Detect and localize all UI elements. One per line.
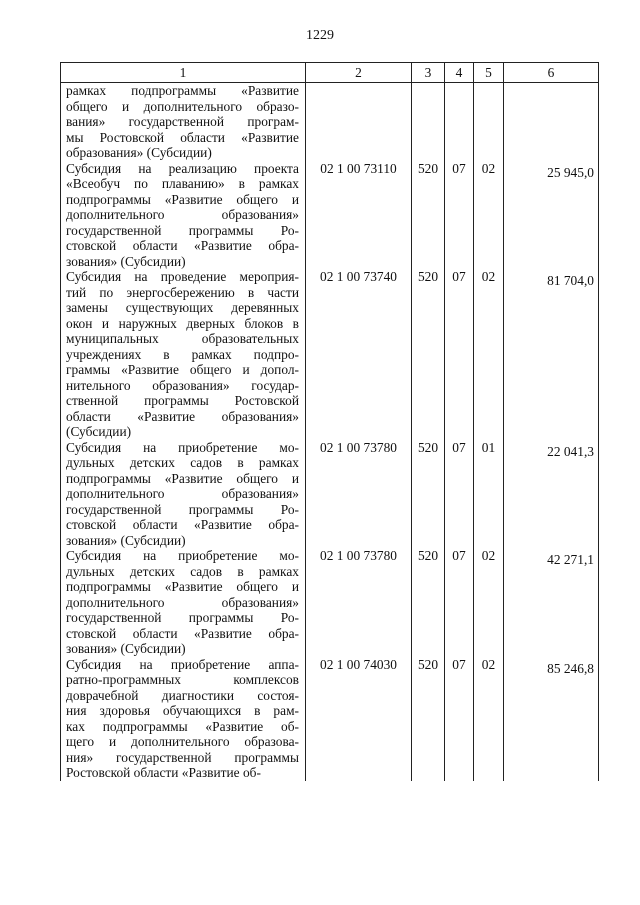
description-line: (Субсидии) (66, 424, 132, 439)
row-description (61, 657, 306, 781)
section-code: 07 (445, 440, 474, 549)
description-line: ственной программы Ростовской (66, 393, 299, 408)
subsection-code: 02 (474, 161, 504, 270)
description-line: муниципальных образовательных (66, 331, 299, 346)
expense-type: 520 (412, 269, 445, 440)
description-line: Субсидия на проведение мероприя- (66, 269, 299, 284)
amount: 25 945,0 (504, 161, 599, 270)
description-line: «Всеобуч по плаванию» в рамках (66, 176, 299, 191)
target-code: 02 1 00 74030 (306, 657, 412, 781)
description-line: Субсидия на приобретение мо- (66, 439, 299, 455)
description-line: ния здоровья обучающихся в рам- (66, 703, 299, 718)
description-line: зования» (Субсидии) (66, 532, 186, 548)
page-number: 1229 (306, 28, 334, 43)
description-line: дополнительного образования» (66, 207, 299, 222)
row-description (61, 440, 306, 549)
description-line: стовской области «Развитие обра- (66, 238, 299, 253)
description-line: мы Ростовской области «Развитие (66, 129, 299, 145)
row-description (61, 83, 306, 161)
table-row (61, 269, 599, 440)
target-code: 02 1 00 73780 (306, 548, 412, 657)
description-line: граммы «Развитие общего и допол- (66, 362, 299, 377)
subsection-code: 02 (474, 269, 504, 440)
column-header-3: 3 (412, 63, 445, 83)
table-header-row (61, 63, 599, 83)
description-line: зования» (Субсидии) (66, 253, 186, 269)
description-line: тий по энергосбережению в части (66, 284, 299, 300)
subsection-code: 02 (474, 657, 504, 781)
amount: 85 246,8 (504, 657, 599, 781)
description-line: дульных детских садов в рамках (66, 563, 299, 579)
subsection-code (474, 83, 504, 161)
expense-type (412, 83, 445, 161)
budget-table (60, 62, 599, 781)
expense-type: 520 (412, 440, 445, 549)
description-line: ратно-программных комплексов (66, 672, 299, 687)
expense-type: 520 (412, 161, 445, 270)
section-code: 07 (445, 269, 474, 440)
description-line: подпрограммы «Развитие общего и (66, 470, 299, 486)
description-line: рамках подпрограммы «Развитие (66, 83, 299, 98)
description-line: дульных детских садов в рамках (66, 455, 299, 470)
description-line: замены существующих деревянных (66, 300, 299, 315)
table-row (61, 548, 599, 657)
description-line: Субсидия на приобретение мо- (66, 548, 299, 563)
description-line: подпрограммы «Развитие общего и (66, 579, 299, 594)
amount (504, 83, 599, 161)
target-code: 02 1 00 73780 (306, 440, 412, 549)
description-line: дополнительного образования» (66, 486, 299, 501)
description-line: стовской области «Развитие обра- (66, 517, 299, 532)
description-line: государственной программы Ро- (66, 610, 299, 625)
description-line: образования» (Субсидии) (66, 145, 212, 160)
table-row (61, 657, 599, 781)
section-code: 07 (445, 548, 474, 657)
description-line: Субсидия на реализацию проекта (66, 160, 299, 176)
subsection-code: 01 (474, 440, 504, 549)
row-description (61, 548, 306, 657)
amount: 42 271,1 (504, 548, 599, 657)
amount: 81 704,0 (504, 269, 599, 440)
description-line: ках подпрограммы «Развитие об- (66, 718, 299, 734)
row-description (61, 161, 306, 270)
description-line: Ростовской области «Развитие об- (66, 765, 261, 780)
table-row (61, 161, 599, 270)
section-code: 07 (445, 161, 474, 270)
description-line: нительного образования» государ- (66, 377, 299, 393)
description-line: зования» (Субсидии) (66, 641, 186, 656)
description-line: государственной программы Ро- (66, 501, 299, 517)
description-line: дополнительного образования» (66, 594, 299, 610)
description-line: доврачебной диагностики состоя- (66, 687, 299, 703)
expense-type: 520 (412, 548, 445, 657)
expense-type: 520 (412, 657, 445, 781)
description-line: учреждениях в рамках подпро- (66, 346, 299, 362)
amount: 22 041,3 (504, 440, 599, 549)
description-line: окон и наружных дверных блоков в (66, 315, 299, 331)
column-header-2: 2 (306, 63, 412, 83)
description-line: Субсидия на приобретение аппа- (66, 656, 299, 672)
table-row (61, 440, 599, 549)
description-line: стовской области «Развитие обра- (66, 625, 299, 641)
column-header-5: 5 (474, 63, 504, 83)
description-line: щего и дополнительного образова- (66, 734, 299, 749)
row-description (61, 269, 306, 440)
section-code (445, 83, 474, 161)
target-code: 02 1 00 73740 (306, 269, 412, 440)
table-row (61, 83, 599, 161)
column-header-6: 6 (504, 63, 599, 83)
column-header-4: 4 (445, 63, 474, 83)
target-code (306, 83, 412, 161)
description-line: вания» государственной програм- (66, 114, 299, 129)
column-header-1: 1 (61, 63, 306, 83)
description-line: государственной программы Ро- (66, 222, 299, 238)
description-line: подпрограммы «Развитие общего и (66, 191, 299, 207)
section-code: 07 (445, 657, 474, 781)
description-line: общего и дополнительного образо- (66, 98, 299, 114)
description-line: области «Развитие образования» (66, 408, 299, 424)
subsection-code: 02 (474, 548, 504, 657)
target-code: 02 1 00 73110 (306, 161, 412, 270)
description-line: ния» государственной программы (66, 749, 299, 765)
